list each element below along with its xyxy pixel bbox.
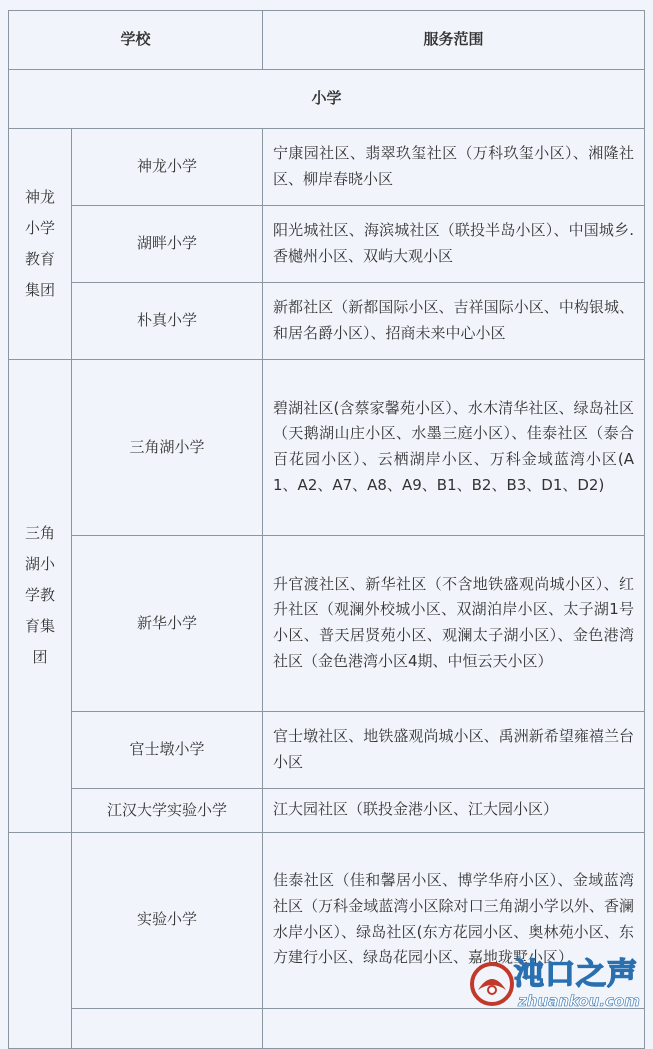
section-row: [9, 70, 645, 129]
table-row: [9, 536, 645, 712]
school-name: 实验小学: [72, 832, 263, 1008]
group-name-line: 集团: [24, 281, 55, 299]
header-row: [9, 11, 645, 70]
header-scope: 服务范围: [263, 11, 645, 70]
table-row: [9, 283, 645, 360]
school-name: [72, 1008, 263, 1048]
school-name: 江汉大学实验小学: [72, 789, 263, 833]
table-row: [9, 712, 645, 789]
group-name-line: 三角: [24, 524, 55, 543]
school-name: 官士墩小学: [72, 712, 263, 789]
section-title: 小学: [9, 70, 645, 129]
school-scope: 官士墩社区、地铁盛观尚城小区、禹洲新希望雍禧兰台小区: [263, 712, 645, 789]
school-name: 湖畔小学: [72, 206, 263, 283]
group-name-line: 团: [32, 648, 48, 667]
header-school: 学校: [9, 11, 263, 70]
school-scope: 宁康园社区、翡翠玖玺社区（万科玖玺小区）、湘隆社区、柳岸春晓小区: [263, 129, 645, 206]
table-row: [9, 360, 645, 536]
watermark-text: 沌口之声: [514, 957, 638, 992]
group-name-shenlong: [9, 129, 72, 360]
school-scope: 新都社区（新都国际小区、吉祥国际小区、中构银城、和居名爵小区）、招商未来中心小区: [263, 283, 645, 360]
school-scope: 江大园社区（联投金港小区、江大园小区）: [263, 789, 645, 833]
school-scope: 碧湖社区(含蔡家馨苑小区）、水木清华社区、绿岛社区（天鹅湖山庄小区、水墨三庭小区）、佳泰社区（泰合百花园小区）、云栖湖岸小区、万科金域蓝湾小区(A1、A2、A7、A8、A9、B1、B2、B3、D1、D2): [263, 360, 645, 536]
school-scope: 阳光城社区、海滨城社区（联投半岛小区）、中国城乡.香樾州小区、双屿大观小区: [263, 206, 645, 283]
table-row: [9, 789, 645, 833]
school-scope: 佳泰社区（佳和馨居小区、博学华府小区）、金域蓝湾社区（万科金域蓝湾小区除对口三角湖小学以外、香澜水岸小区）、绿岛社区(东方花园小区、奥林苑小区、东方建行小区、绿岛花园小区、嘉地珑墅小区）: [263, 832, 645, 1008]
group-name-line: 学教: [24, 586, 55, 605]
school-name: 三角湖小学: [72, 360, 263, 536]
group-name-line: 小学: [24, 219, 55, 237]
school-name: 神龙小学: [72, 129, 263, 206]
table-row: [9, 1008, 645, 1048]
school-name: 新华小学: [72, 536, 263, 712]
school-name: 朴真小学: [72, 283, 263, 360]
school-scope: 升官渡社区、新华社区（不含地铁盛观尚城小区）、红升社区（观澜外校城小区、双湖泊岸小区、太子湖1号小区、普天居贤苑小区、观澜太子湖小区）、金色港湾社区（金色港湾小区4期、中恒云天小区）: [263, 536, 645, 712]
watermark: [466, 956, 653, 1013]
table-row: [9, 129, 645, 206]
group-name-line: 神龙: [24, 188, 55, 206]
group-name-third: [9, 832, 72, 1048]
watermark-logo-icon: [468, 960, 516, 1008]
group-name-line: 育集: [24, 617, 55, 636]
group-name-line: 教育: [24, 250, 55, 268]
service-area-table: [8, 10, 645, 1049]
group-name-sanjiaohu: [9, 360, 72, 833]
school-scope: [263, 1008, 645, 1048]
table-row: [9, 206, 645, 283]
watermark-url: zhuankou.com: [518, 992, 640, 1010]
group-name-line: 湖小: [24, 555, 55, 574]
